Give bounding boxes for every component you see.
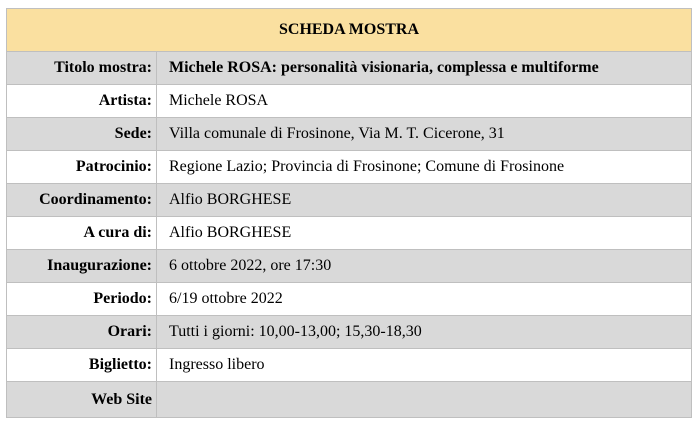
row-label: Web Site [7, 382, 157, 418]
row-value: 6 ottobre 2022, ore 17:30 [157, 250, 692, 283]
row-value: Regione Lazio; Provincia di Frosinone; Comune di Frosinone [157, 151, 692, 184]
row-label: Coordinamento: [7, 184, 157, 217]
row-value [157, 382, 692, 418]
table-title: SCHEDA MOSTRA [7, 9, 692, 52]
row-artista [7, 85, 692, 118]
row-value: Tutti i giorni: 10,00-13,00; 15,30-18,30 [157, 316, 692, 349]
row-value: Michele ROSA: personalità visionaria, complessa e multiforme [157, 52, 692, 85]
table-header-row [7, 9, 692, 52]
row-coordinamento [7, 184, 692, 217]
row-sede [7, 118, 692, 151]
row-orari [7, 316, 692, 349]
row-label: Inaugurazione: [7, 250, 157, 283]
row-periodo [7, 283, 692, 316]
row-biglietto [7, 349, 692, 382]
row-value: Michele ROSA [157, 85, 692, 118]
row-label: Artista: [7, 85, 157, 118]
row-titolo-mostra [7, 52, 692, 85]
row-label: Sede: [7, 118, 157, 151]
row-label: A cura di: [7, 217, 157, 250]
row-label: Titolo mostra: [7, 52, 157, 85]
row-web-site [7, 382, 692, 418]
row-value: 6/19 ottobre 2022 [157, 283, 692, 316]
row-a-cura-di [7, 217, 692, 250]
row-inaugurazione [7, 250, 692, 283]
row-label: Orari: [7, 316, 157, 349]
exhibition-info-table [6, 8, 692, 418]
row-patrocinio [7, 151, 692, 184]
row-label: Periodo: [7, 283, 157, 316]
row-value: Alfio BORGHESE [157, 184, 692, 217]
row-label: Biglietto: [7, 349, 157, 382]
row-value: Ingresso libero [157, 349, 692, 382]
row-value: Alfio BORGHESE [157, 217, 692, 250]
row-value: Villa comunale di Frosinone, Via M. T. Cicerone, 31 [157, 118, 692, 151]
row-label: Patrocinio: [7, 151, 157, 184]
